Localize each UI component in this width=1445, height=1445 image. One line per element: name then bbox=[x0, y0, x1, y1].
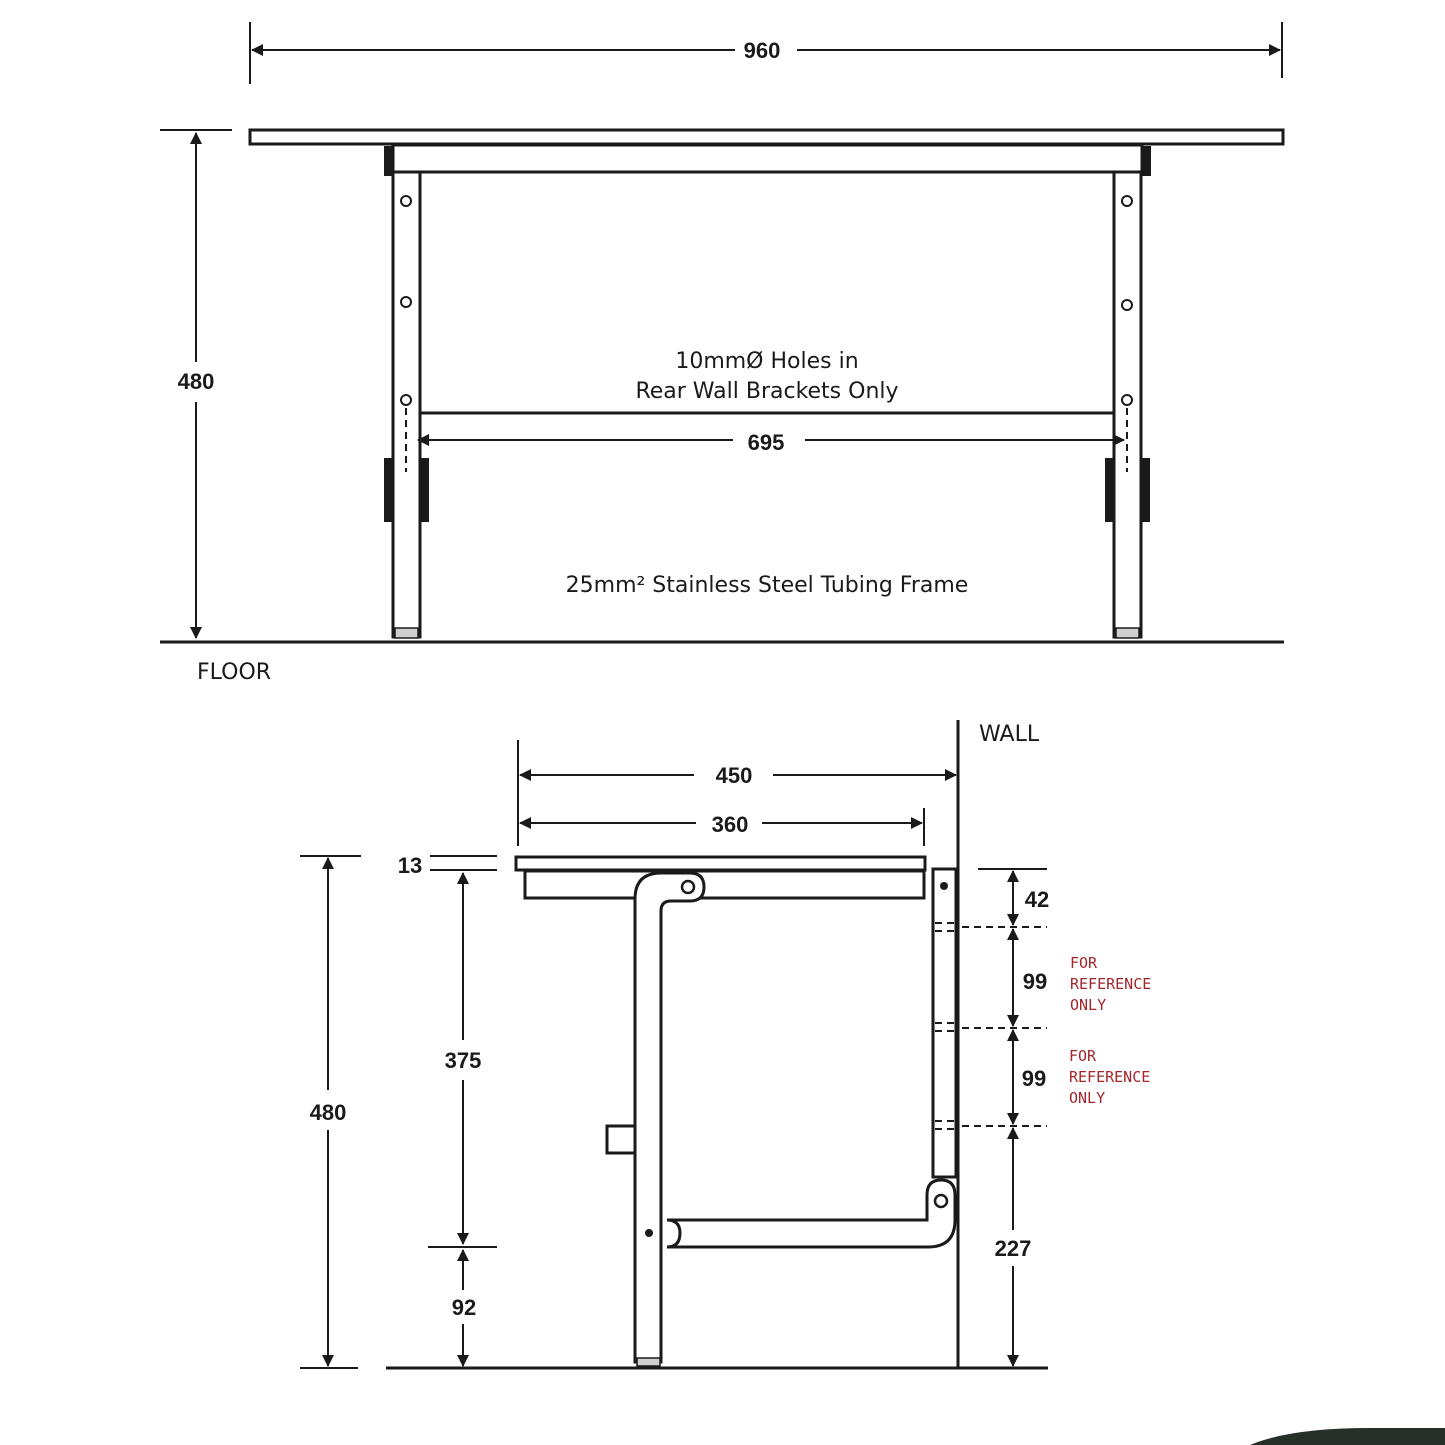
support-tube bbox=[667, 1180, 955, 1247]
leg-foot bbox=[637, 1358, 660, 1366]
seat-to-rail-dimension bbox=[428, 873, 497, 1247]
corner-shape bbox=[1250, 1428, 1445, 1445]
hole-icon bbox=[1122, 196, 1132, 206]
floor-label: FLOOR bbox=[197, 660, 272, 685]
left-clamp bbox=[384, 458, 394, 522]
depth-dimensions bbox=[518, 740, 956, 846]
seat-top bbox=[250, 130, 1283, 144]
svg-text:ONLY: ONLY bbox=[1069, 1089, 1106, 1107]
seat-apron bbox=[393, 145, 1142, 172]
seat-to-rail-label: 375 bbox=[444, 1048, 482, 1073]
front-view bbox=[160, 22, 1284, 685]
seat-depth-label: 360 bbox=[711, 812, 749, 837]
rivet-icon bbox=[940, 882, 948, 890]
thickness-dimension bbox=[398, 853, 497, 878]
reference-note-2 bbox=[1069, 1047, 1150, 1107]
hole-spacing-1-label: 99 bbox=[1022, 969, 1048, 994]
holes-note-line-2: Rear Wall Brackets Only bbox=[635, 379, 899, 404]
side-height-dimension bbox=[300, 856, 361, 1368]
bottom-hole-label: 227 bbox=[994, 1236, 1032, 1261]
hole-icon bbox=[401, 395, 411, 405]
overall-depth-label: 450 bbox=[715, 763, 753, 788]
rail-height-dimension bbox=[452, 1250, 476, 1366]
frame-material-note: 25mm² Stainless Steel Tubing Frame bbox=[565, 573, 969, 598]
rail-height-label: 92 bbox=[451, 1295, 477, 1320]
right-leg bbox=[1105, 172, 1150, 638]
hole-spacing-dimensions bbox=[962, 869, 1049, 1366]
hole-spacing-2-label: 99 bbox=[1021, 1066, 1047, 1091]
side-view bbox=[300, 720, 1151, 1368]
pivot-hole-icon bbox=[682, 881, 694, 893]
right-clamp bbox=[1105, 458, 1115, 522]
front-leg-tube bbox=[635, 873, 704, 1362]
thickness-label: 13 bbox=[397, 853, 423, 878]
hole-icon bbox=[401, 196, 411, 206]
reference-note-1 bbox=[1070, 954, 1151, 1014]
svg-text:FOR: FOR bbox=[1070, 954, 1098, 972]
rivet-icon bbox=[645, 1229, 653, 1237]
front-height-label: 480 bbox=[177, 369, 215, 394]
svg-text:REFERENCE: REFERENCE bbox=[1070, 975, 1152, 993]
inner-width-label: 695 bbox=[747, 430, 785, 455]
svg-text:FOR: FOR bbox=[1069, 1047, 1097, 1065]
overall-width-dimension bbox=[250, 22, 1282, 84]
front-height-dimension bbox=[160, 130, 232, 638]
leg-clamp bbox=[607, 1126, 635, 1153]
svg-text:REFERENCE: REFERENCE bbox=[1069, 1068, 1151, 1086]
svg-text:ONLY: ONLY bbox=[1070, 996, 1107, 1014]
overall-width-label: 960 bbox=[743, 38, 781, 63]
side-seat-apron bbox=[525, 871, 924, 898]
wall-label: WALL bbox=[979, 722, 1040, 747]
left-leg bbox=[384, 172, 429, 638]
side-height-label: 480 bbox=[309, 1100, 347, 1125]
hole-top-label: 42 bbox=[1024, 887, 1050, 912]
pivot-hole-icon bbox=[935, 1195, 947, 1207]
holes-note-line-1: 10mmØ Holes in bbox=[675, 349, 859, 374]
inner-width-dimension bbox=[418, 430, 1124, 455]
side-seat-top bbox=[516, 857, 925, 870]
hole-icon bbox=[401, 297, 411, 307]
hole-icon bbox=[1122, 395, 1132, 405]
hole-icon bbox=[1122, 300, 1132, 310]
